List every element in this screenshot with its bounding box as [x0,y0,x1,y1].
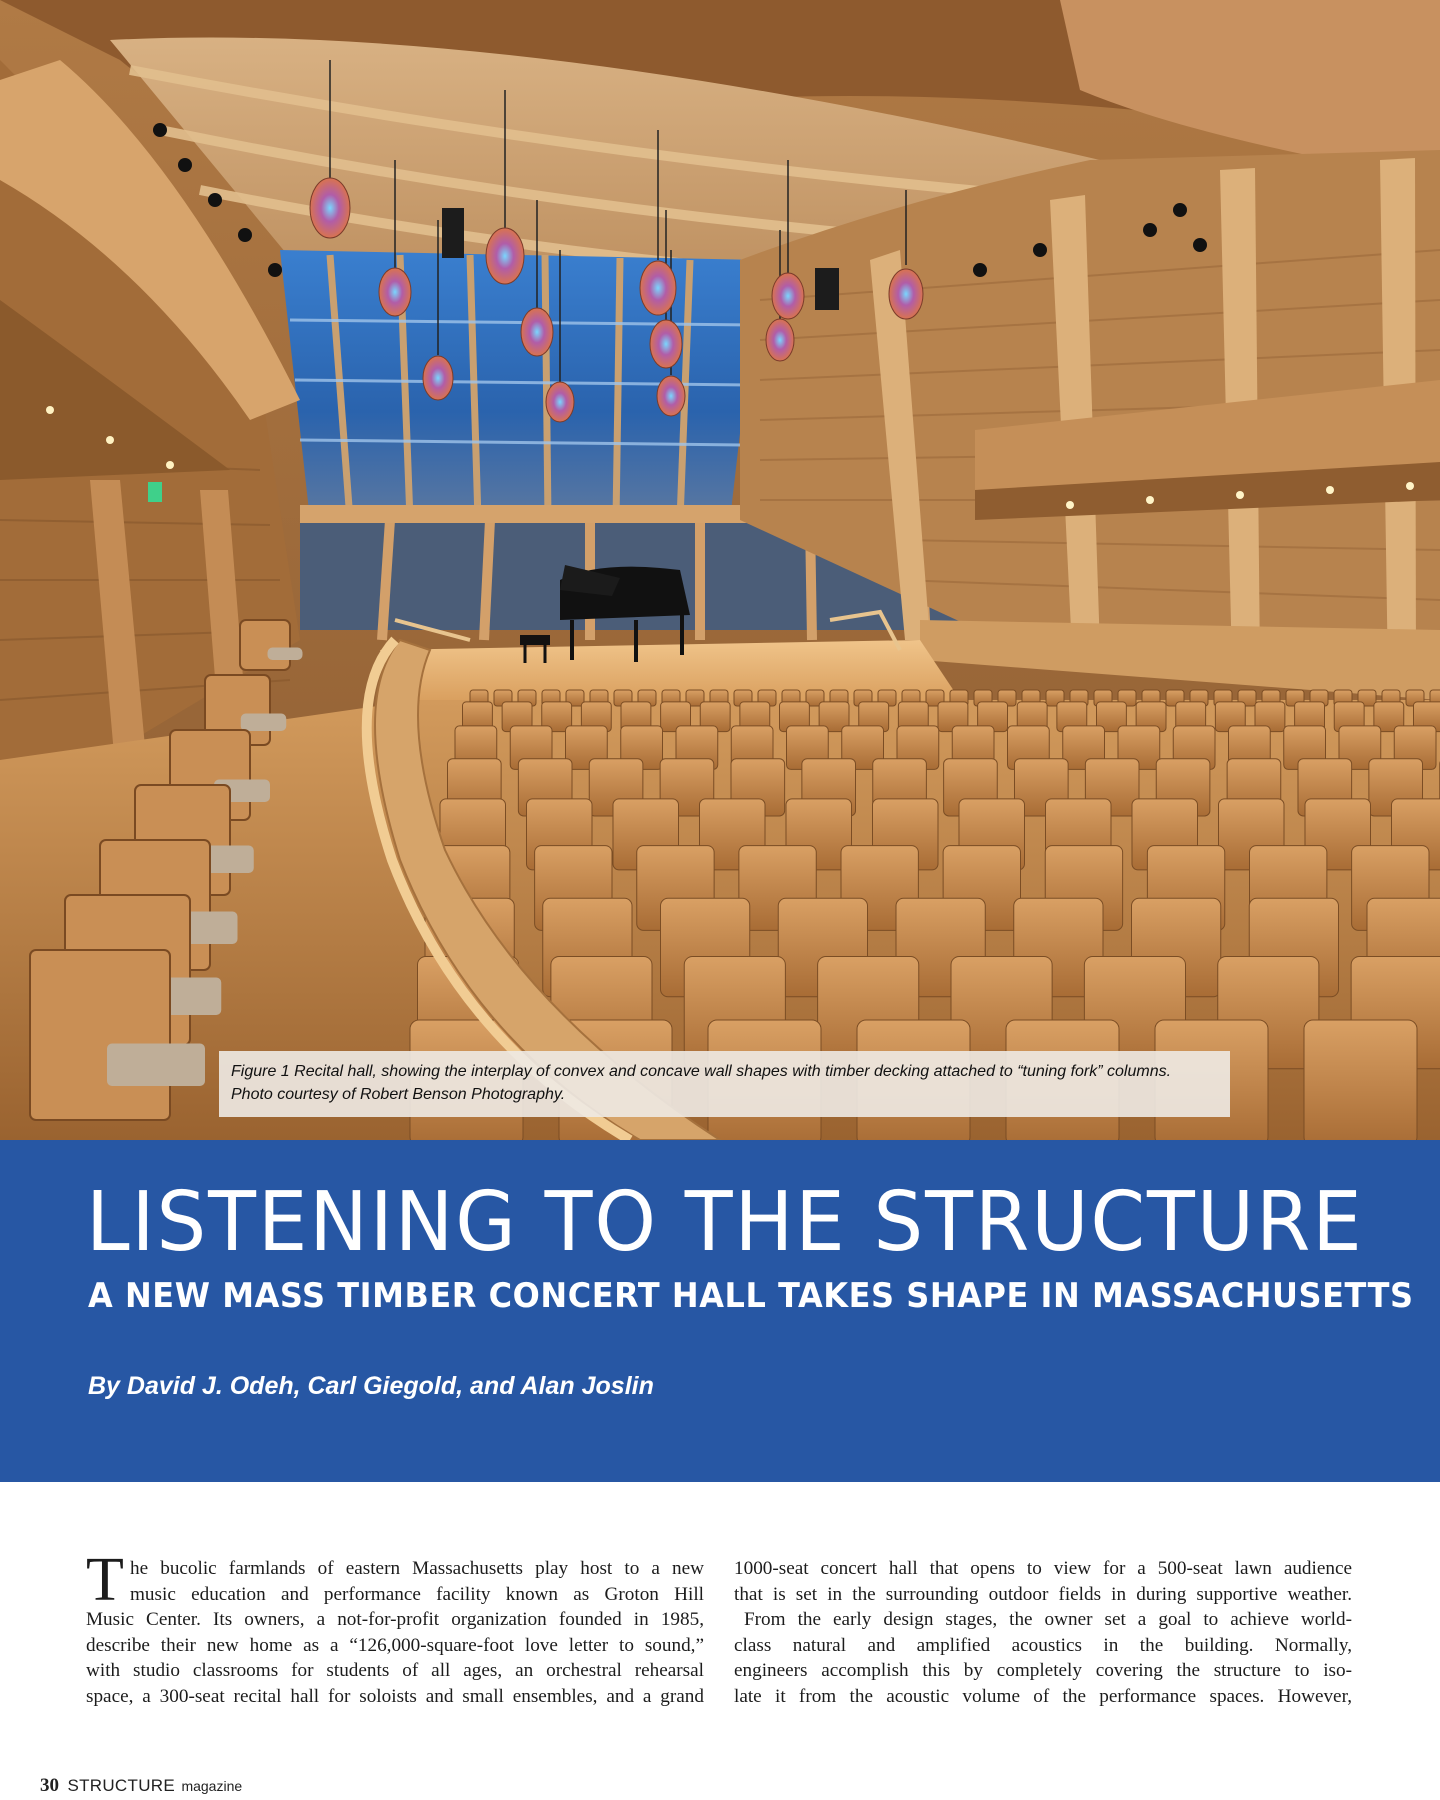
body-line: space, a 300-seat recital hall for soloists and small ensembles, and a grand [86,1685,704,1707]
body-line: describe their new home as a “126,000-square-foot love letter to sound,” [86,1634,704,1656]
seat-shape [1304,1020,1417,1140]
body-line: he bucolic farmlands of eastern Massachusetts play host to a new [130,1558,704,1579]
body-column-left [86,1546,704,1710]
page-footer [40,1775,242,1797]
body-line: class natural and amplified acoustics in the building. Normally, [734,1634,1352,1656]
magazine-name: STRUCTURE [67,1776,175,1795]
caption-credit: Photo courtesy of Robert Benson Photography. [231,1086,566,1103]
caption-line-1: Figure 1 Recital hall, showing the interplay of convex and concave wall shapes with timber decking attached to “tuning fork” columns. [231,1063,1172,1080]
body-line: Music Center. Its owners, a not-for-profit organization founded in 1985, [86,1609,704,1631]
body-line: music education and performance facility known as Groton Hill [130,1583,704,1605]
body-line: engineers accomplish this by completely covering the structure to iso- [734,1660,1352,1682]
chair-cushion-shape [241,714,287,732]
body-line: 1000-seat concert hall that opens to view for a 500-seat lawn audience [734,1558,1352,1579]
chair-cushion-shape [268,648,303,661]
page-number: 30 [40,1775,59,1796]
body-line: From the early design stages, the owner set a goal to achieve world- [744,1609,1352,1631]
magazine-suffix: magazine [181,1778,243,1794]
chair-back-shape [240,620,290,670]
article-subtitle: A NEW MASS TIMBER CONCERT HALL TAKES SHAPE IN MASSACHUSETTS [88,1276,1414,1316]
title-band [0,1140,1440,1482]
chair-cushion-shape [107,1044,205,1087]
figure-caption [219,1051,1230,1117]
article-byline: By David J. Odeh, Carl Giegold, and Alan Joslin [88,1372,654,1400]
body-column-right [734,1556,1352,1710]
drop-cap: T [86,1546,124,1614]
body-line: with studio classrooms for students of all ages, an orchestral rehearsal [86,1660,704,1682]
chair-back-shape [30,950,170,1120]
article-title: LISTENING TO THE STRUCTURE [86,1175,1364,1270]
body-line: that is set in the surrounding outdoor fields in during supportive weather. [734,1583,1352,1605]
body-line: late it from the acoustic volume of the performance spaces. However, [734,1685,1352,1707]
